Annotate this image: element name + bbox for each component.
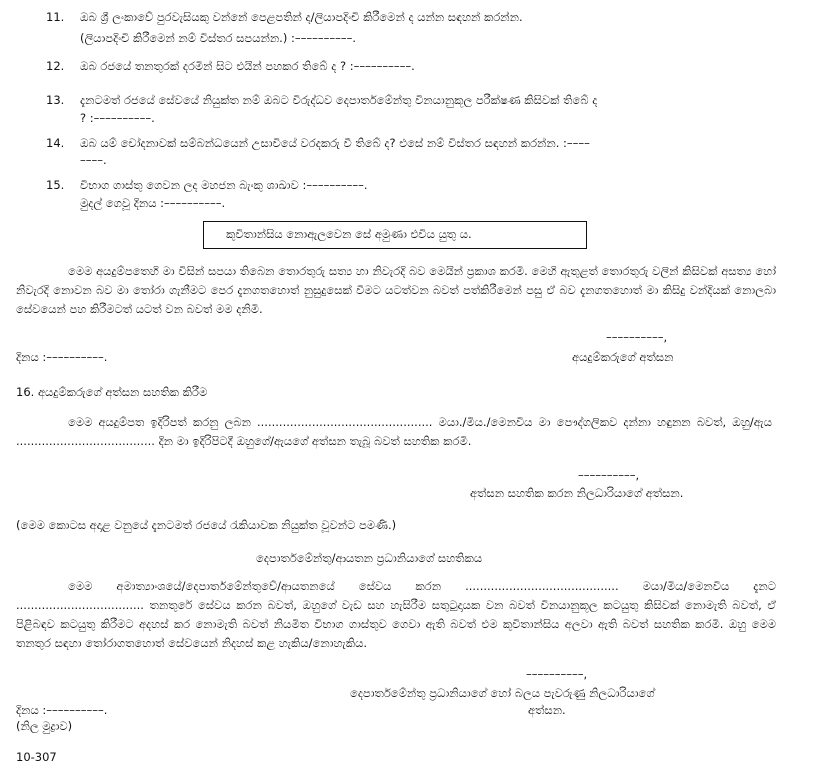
section-16-title: 16. අයදුම්කරුගේ අත්සන සහතික කිරීම — [16, 385, 208, 399]
applicant-signature-label: අයදුම්කරුගේ අත්සන — [572, 350, 674, 364]
item-11-details[interactable]: (ලියාපදිංචි කිරීමෙන් නම් විස්තර සපයන්න.) :––––––––––. — [80, 31, 356, 45]
head-certificate-paragraph: මෙම අමාත්‍යාංශයේ/දෙපාර්තමේන්තුවේ/ආයතනයේ සේවය කරන .......................................... මයා/මිය/මෙනවිය දැනට ................................... තනතුරේ සේවය කරන බවත්, ඔහුගේ වැඩ සහ හැසිරීම සතුටුදායක වන බවත් විනයානුකූල කටයුතු කිසිවක් නොමැති බවත්, ඒ පිළිබඳව කටයුතු කිරීමට අදහස් කර නොමැති බවත් නියමිත විභාග ගාස්තුව ගෙවා ඇති බවත් එම කුවිතාන්සිය අලවා ඇති බවත් සහතික කරමි. ඔහු මෙම තනතුර සඳහා තෝරාගතහොත් සේවයෙන් නිදහස් කළ හැකිය/නොහැකිය. — [16, 579, 776, 650]
head-signature-line[interactable]: ––––––––––, — [526, 667, 588, 681]
declaration-paragraph: මෙම අයදුම්පතෙහි මා විසින් සපයා තිබෙන තොරතුරු සත්‍ය හා නිවැරදි බව මෙයින් ප්‍රකාශ කරමි. මෙහි ඇතුළත් තොරතුරු වලින් කිසිවක් අසත්‍ය හෝ නිවැරදි නොවන බව මා තෝරා ගැනීමට පෙර දැනගතහොත් නුසුදුසෙක් වීමට යටත්වන බවත් පත්කිරීමෙන් පසු ඒ බව දැනගතහොත් මා කිසිදු වන්දියක් නොලබා සේවයෙන් පහ කිරීමටත් යටත් වන බවත් මම දනිමි. — [16, 264, 776, 316]
official-seal-label: (නිල මුද්‍රාව) — [16, 719, 73, 733]
signature-certification-paragraph: මෙම අයදුම්පත ඉදිරිපත් කරනු ලබන ................................................ මයා./මිය./මෙනවිය මා පෞද්ගලිකව දන්නා හඳුනන බවත්, ඔහු/ඇය ...................................... දින මා ඉදිරිපිටදී ඔහුගේ/ඇයගේ අත්සන තැබූ බවත් සහතික කරමි. — [16, 415, 772, 448]
item-13-number: 13. — [46, 93, 65, 107]
item-12-text[interactable]: ඔබ රජයේ තනතුරක් දරමින් සිට එයින් පහකර තිබේ ද ? :––––––––––. — [80, 59, 415, 73]
applicant-signature-line[interactable]: ––––––––––, — [606, 330, 668, 344]
item-11-text: ඔබ ශ්‍රී ලංකාවේ පුරවැසියකු වන්නේ පෙළපතින් ද/ලියාපදිංචි කිරීමෙන් ද යන්න සඳහන් කරන්න. — [80, 10, 523, 24]
certifier-signature-line[interactable]: ––––––––––, — [578, 468, 640, 482]
head-signature-label-2: අත්සන. — [528, 703, 566, 717]
item-15-number: 15. — [46, 178, 65, 192]
item-14-answer[interactable]: ––––. — [80, 153, 107, 167]
date-field-2[interactable]: දිනය :––––––––––. — [16, 703, 108, 717]
head-signature-label: දෙපාර්තමේන්තු ප්‍රධානියාගේ හෝ බලය පැවරුණු නිලධාරියාගේ — [350, 686, 655, 700]
item-12-number: 12. — [46, 59, 65, 73]
item-13-answer[interactable]: ? :––––––––––. — [80, 111, 155, 125]
certifier-signature-label: අත්සන සහතික කරන නිලධාරියාගේ අත්සන. — [470, 486, 684, 500]
item-15-bank-branch[interactable]: විභාග ගාස්තු ගෙවන ලද මහජන බැංකු ශාඛාව :––––––––––. — [80, 178, 368, 192]
item-14-text: ඔබ යම් චෝදනාවක් සම්බන්ධයෙන් උසාවියේ වරදකරු වී තිබේ ද? එසේ නම් විස්තර සඳහන් කරන්න. :–––– — [80, 136, 590, 150]
receipt-notice-box — [203, 221, 587, 249]
item-15-payment-date[interactable]: මුදල් ගෙවූ දිනය :––––––––––. — [80, 196, 226, 210]
form-code: 10-307 — [16, 750, 57, 764]
date-field[interactable]: දිනය :––––––––––. — [16, 350, 108, 364]
head-certificate-title: දෙපාර්තමේන්තු/ආයතන ප්‍රධානියාගේ සහතිකය — [256, 551, 483, 565]
item-13-text: දැනටමත් රජයේ සේවයේ නියුක්ත නම් ඔබට විරුද්ධව දෙපාර්තමේන්තු විනයානුකූල පරීක්ෂණ කිසිවක් තිබේ ද — [80, 93, 598, 107]
government-employee-note: (මෙම කොටස අදාළ වනුයේ දැනටමත් රජයේ රැකියාවක නියුක්ත වූවන්ට පමණි.) — [16, 518, 397, 532]
item-11-number: 11. — [46, 10, 65, 24]
item-14-number: 14. — [46, 136, 65, 150]
receipt-notice-text: කුවිතාන්සිය නොඇලවෙන සේ අමුණා එවිය යුතු ය. — [226, 227, 472, 241]
